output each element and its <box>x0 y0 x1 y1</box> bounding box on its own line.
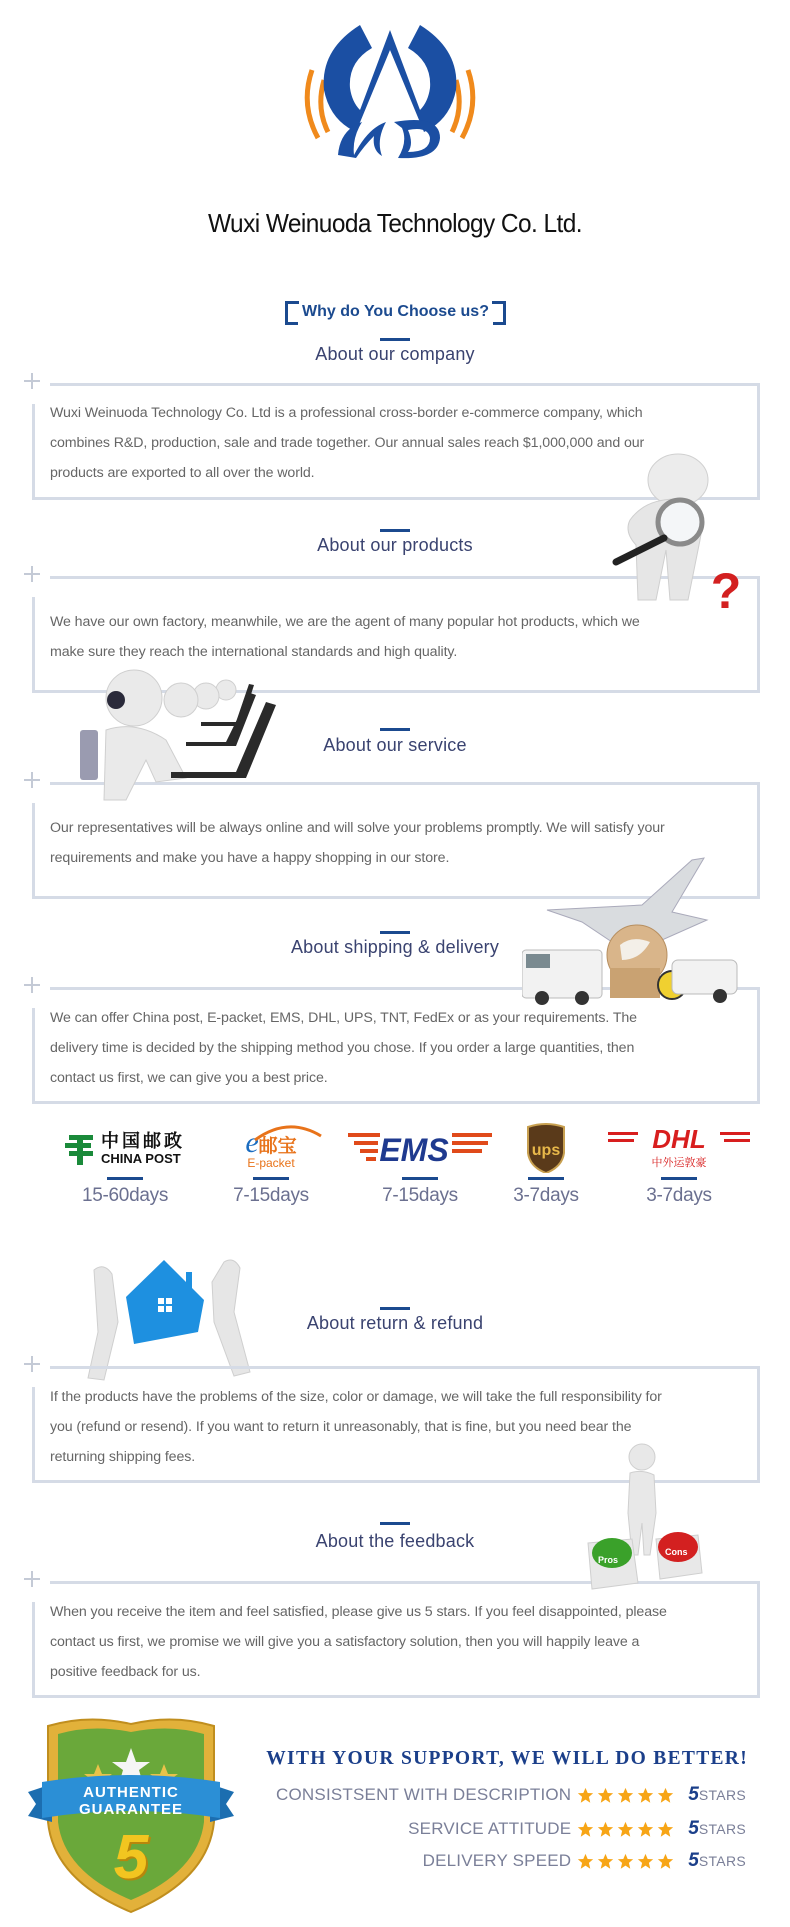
card-text-line: returning shipping fees. <box>50 1449 196 1465</box>
carrier-divider <box>661 1177 697 1180</box>
plus-icon <box>24 566 40 582</box>
rating-stars <box>577 1853 674 1870</box>
star-icon <box>617 1821 634 1838</box>
card-text-line: contact us first, we can give you a best price. <box>50 1070 328 1086</box>
rating-label: DELIVERY SPEED <box>422 1851 572 1870</box>
card-text-line: We can offer China post, E-packet, EMS, DHL, UPS, TNT, FedEx or as your requirements. The <box>50 1010 637 1026</box>
section-title-return: About return & refund <box>306 1313 484 1333</box>
rating-value: 5 <box>688 1818 699 1839</box>
badge-line-authentic: AUTHENTIC <box>83 1784 179 1801</box>
star-icon <box>597 1787 614 1804</box>
authentic-guarantee-badge <box>28 1712 234 1914</box>
card-text-line: positive feedback for us. <box>50 1664 201 1680</box>
carrier-china-post <box>50 1122 200 1217</box>
ups-shield-icon <box>526 1123 566 1173</box>
magnifier-person-illustration <box>608 450 748 612</box>
carrier-days: 7-15days <box>382 1185 458 1206</box>
svg-text:DHL: DHL <box>652 1126 706 1152</box>
section-title-service: About our service <box>323 735 467 755</box>
badge-line-guarantee: GUARANTEE <box>78 1801 183 1818</box>
star-icon <box>597 1853 614 1870</box>
section-title-shipping: About shipping & delivery <box>290 937 500 957</box>
card-text-line: delivery time is decided by the shipping method you chose. If you order a large quantities, then <box>50 1040 635 1056</box>
e-packet-e-icon: e <box>245 1126 259 1159</box>
rating-row-description <box>276 1783 746 1807</box>
plus-icon <box>24 1571 40 1587</box>
card-text-line: products are exported to all over the world. <box>50 465 315 481</box>
carrier-divider <box>528 1177 564 1180</box>
dhl-cn: 中外运敦豪 <box>651 1157 707 1169</box>
carrier-days: 3-7days <box>646 1185 712 1206</box>
carrier-ups <box>471 1122 621 1217</box>
section-divider <box>380 1307 410 1310</box>
rating-value: 5 <box>688 1850 699 1871</box>
star-icon <box>617 1853 634 1870</box>
carrier-days: 3-7days <box>513 1185 579 1206</box>
star-icon <box>637 1821 654 1838</box>
star-icon <box>637 1853 654 1870</box>
pros-button-label: Pros <box>598 1555 619 1565</box>
china-post-cn: 中国邮政 <box>101 1130 185 1151</box>
badge-number: 5 <box>113 1823 149 1892</box>
rating-unit: STARS <box>698 1821 746 1837</box>
e-packet-en: E-packet <box>247 1156 295 1170</box>
star-icon <box>597 1821 614 1838</box>
card-text-line: requirements and make you have a happy shopping in our store. <box>50 850 450 866</box>
section-title-products: About our products <box>317 535 473 555</box>
plus-icon <box>24 1356 40 1372</box>
section-divider <box>380 529 410 532</box>
carrier-divider <box>253 1177 289 1180</box>
section-divider <box>380 728 410 731</box>
rating-row-service <box>408 1817 746 1841</box>
card-text-line: you (refund or resend). If you want to return it unreasonably, that is fine, but you need bear the <box>50 1419 632 1435</box>
question-mark-icon: ? <box>710 563 742 612</box>
rating-stars <box>577 1787 674 1804</box>
dhl-icon <box>608 1126 750 1152</box>
carrier-dhl <box>604 1122 754 1217</box>
company-name: Wuxi Weinuoda Technology Co. Ltd. <box>207 208 583 238</box>
rating-label: SERVICE ATTITUDE <box>408 1819 572 1838</box>
card-feedback <box>32 1581 760 1698</box>
card-text-line: If the products have the problems of the size, color or damage, we will take the full responsibility for <box>50 1389 662 1405</box>
rating-row-delivery <box>423 1849 746 1873</box>
e-packet-cn: 邮宝 <box>258 1136 297 1157</box>
rating-stars <box>577 1821 674 1838</box>
carrier-days: 15-60days <box>81 1185 169 1206</box>
carrier-days: 7-15days <box>233 1185 309 1206</box>
call-center-illustration <box>76 660 282 808</box>
card-text-line: Our representatives will be always online and will solve your problems promptly. We will satisfy your <box>50 820 665 836</box>
company-logo <box>290 10 490 160</box>
slogan: WITH YOUR SUPPORT, WE WILL DO BETTER! <box>266 1748 748 1769</box>
carrier-divider <box>402 1177 438 1180</box>
card-text-line: We have our own factory, meanwhile, we are the agent of many popular hot products, which we <box>50 614 640 630</box>
card-text-line: contact us first, we promise we will give you a satisfactory solution, then you will happily leave a <box>50 1634 640 1650</box>
shipping-vehicles-illustration <box>522 850 744 1005</box>
why-choose-us-heading <box>285 301 506 319</box>
star-icon <box>657 1787 674 1804</box>
section-divider <box>380 338 410 341</box>
section-title-feedback: About the feedback <box>315 1531 475 1551</box>
carrier-divider <box>107 1177 143 1180</box>
star-icon <box>657 1853 674 1870</box>
star-icon <box>657 1821 674 1838</box>
section-title-company: About our company <box>315 344 475 364</box>
card-text-line: When you receive the item and feel satisfied, please give us 5 stars. If you feel disappointed, please <box>50 1604 667 1620</box>
star-icon <box>577 1787 594 1804</box>
cons-button-label: Cons <box>665 1547 688 1557</box>
rating-unit: STARS <box>698 1787 746 1803</box>
why-choose-us-label: Why do You Choose us? <box>299 301 492 323</box>
section-divider <box>380 931 410 934</box>
card-text-line: Wuxi Weinuoda Technology Co. Ltd is a professional cross-border e-commerce company, which <box>50 405 643 421</box>
svg-text:EMS: EMS <box>378 1132 449 1165</box>
rating-label: CONSISTSENT WITH DESCRIPTION <box>276 1785 572 1804</box>
rating-value: 5 <box>688 1784 699 1805</box>
plus-icon <box>24 373 40 389</box>
star-icon <box>577 1853 594 1870</box>
svg-text:ups: ups <box>531 1142 561 1159</box>
plus-icon <box>24 977 40 993</box>
card-text-line: make sure they reach the international standards and high quality. <box>50 644 458 660</box>
pros-cons-illustration <box>580 1443 720 1593</box>
china-post-en: CHINA POST <box>101 1150 181 1166</box>
section-divider <box>380 1522 410 1525</box>
star-icon <box>577 1821 594 1838</box>
carrier-e-packet <box>196 1122 346 1217</box>
card-text-line: combines R&D, production, sale and trade together. Our annual sales reach $1,000,000 and our <box>50 435 645 451</box>
star-icon <box>637 1787 654 1804</box>
plus-icon <box>24 772 40 788</box>
star-icon <box>617 1787 634 1804</box>
rating-unit: STARS <box>698 1853 746 1869</box>
china-post-icon <box>65 1131 95 1165</box>
